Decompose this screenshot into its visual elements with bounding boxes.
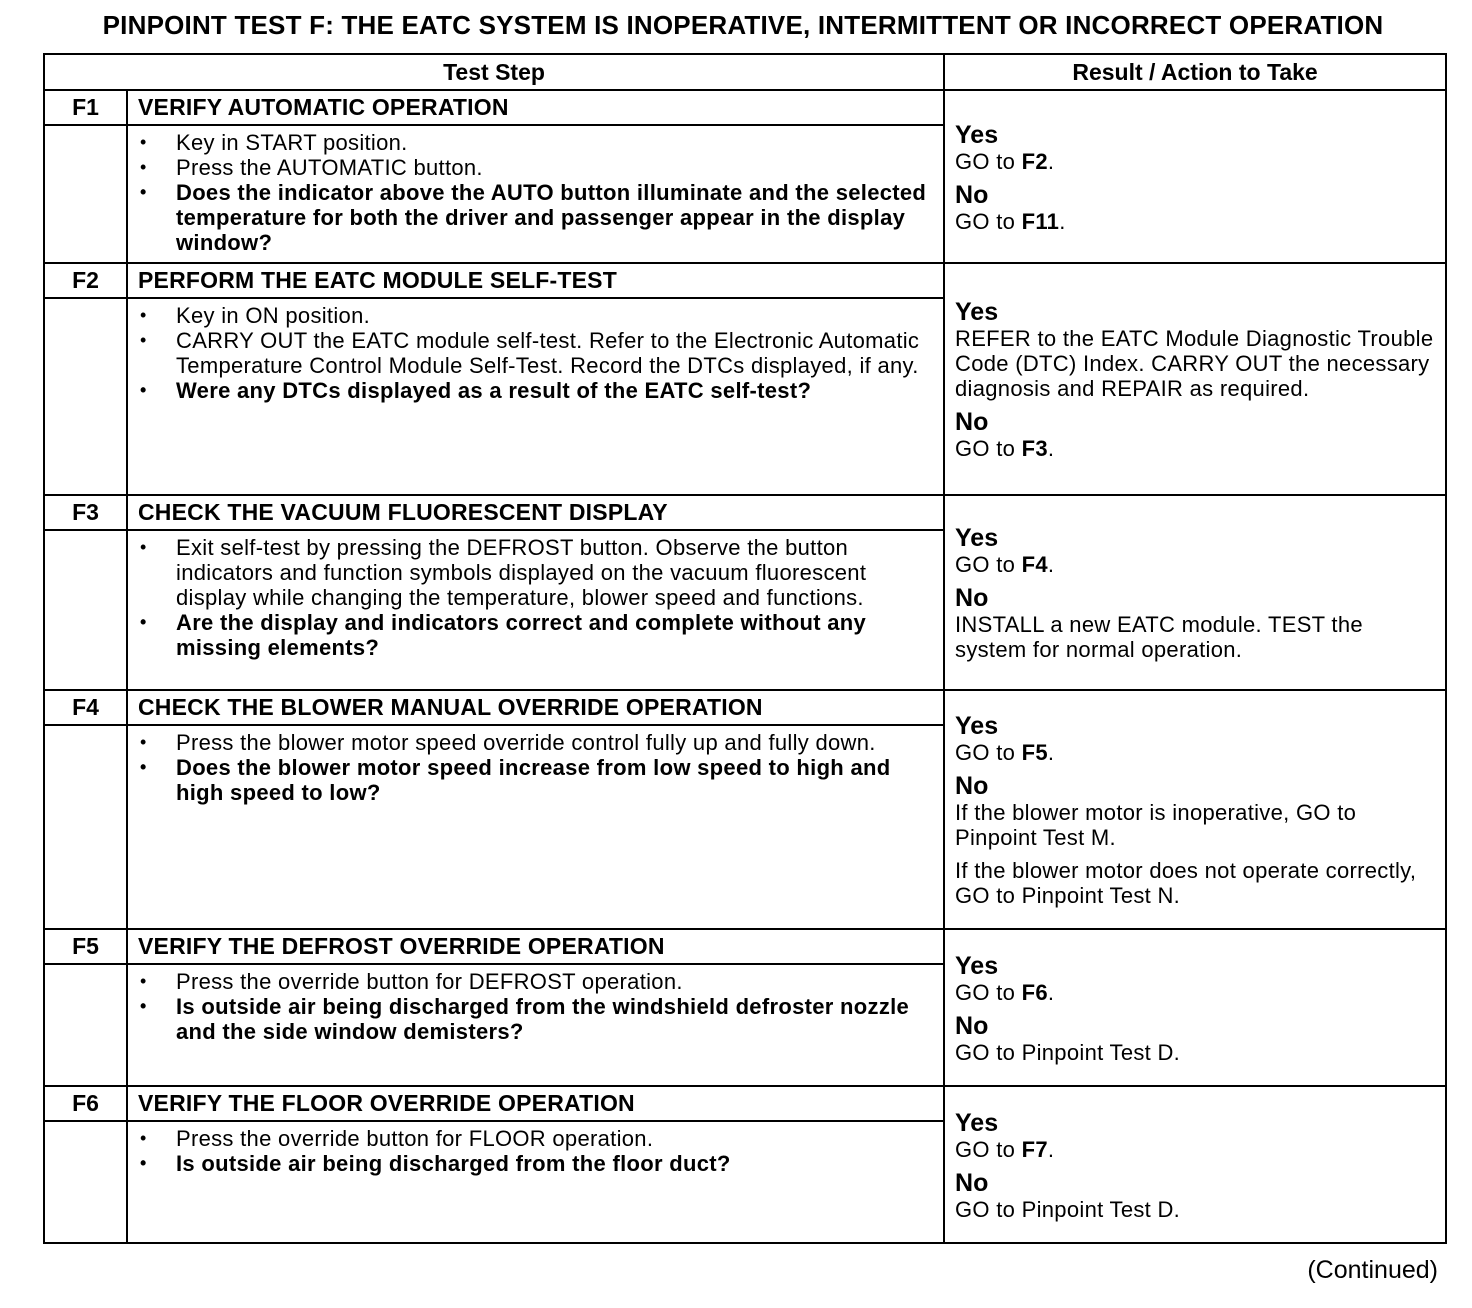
yes-label: Yes [955, 298, 999, 326]
table-body [44, 90, 1446, 1243]
spacer [955, 577, 1437, 585]
question-item: • Is outside air being discharged from the windshield defroster nozzle and the side window demisters? [138, 994, 935, 1044]
step-reference: F11 [1021, 208, 1060, 234]
action-suffix: . [1047, 1136, 1055, 1162]
step-heading: PERFORM THE EATC MODULE SELF-TEST [127, 263, 944, 298]
instruction-item: • Key in START position. [138, 130, 935, 155]
step-id: F5 [44, 929, 127, 964]
step-reference: F2 [1021, 148, 1048, 174]
step-heading: VERIFY THE FLOOR OVERRIDE OPERATION [127, 1086, 944, 1121]
step-instructions [127, 964, 944, 1086]
step-instructions [127, 298, 944, 495]
yes-label: Yes [955, 120, 999, 149]
step-heading-row [44, 263, 1446, 298]
question-item: • Does the blower motor speed increase from low speed to high and high speed to low? [138, 755, 935, 805]
no-label: No [955, 1011, 989, 1040]
step-heading-row [44, 495, 1446, 530]
empty-id-cell [44, 125, 127, 263]
action-prefix: If the blower motor is inoperative, GO to Pinpoint Test M. [955, 800, 1357, 850]
bullet-list [138, 303, 935, 403]
yes-label: Yes [955, 951, 999, 980]
action-text [955, 1040, 1437, 1065]
step-id: F6 [44, 1086, 127, 1121]
action-prefix: GO to [955, 208, 1022, 234]
action-text [955, 800, 1437, 850]
instruction-item: • Key in ON position. [138, 303, 935, 328]
empty-id-cell [44, 298, 127, 495]
empty-id-cell [44, 530, 127, 690]
instruction-item: • Press the override button for DEFROST operation. [138, 969, 935, 994]
step-result [944, 690, 1446, 929]
step-instructions [127, 530, 944, 690]
action-suffix: . [1047, 979, 1055, 1005]
bullet-list [138, 130, 935, 255]
action-prefix: INSTALL a new EATC module. TEST the system for normal operation. [955, 612, 1363, 662]
action-prefix: GO to Pinpoint Test D. [955, 1039, 1181, 1065]
spacer [955, 1162, 1437, 1170]
instruction-item: • Press the AUTOMATIC button. [138, 155, 935, 180]
step-id: F3 [44, 495, 127, 530]
action-prefix: GO to Pinpoint Test D. [955, 1196, 1181, 1222]
bullet-list [138, 535, 935, 660]
page-title: PINPOINT TEST F: THE EATC SYSTEM IS INOPERATIVE, INTERMITTENT OR INCORRECT OPERATION [102, 10, 1384, 40]
step-heading: CHECK THE BLOWER MANUAL OVERRIDE OPERATION [127, 690, 944, 725]
instruction-item: • Press the blower motor speed override control fully up and fully down. [138, 730, 935, 755]
step-heading: VERIFY AUTOMATIC OPERATION [127, 90, 944, 125]
no-label: No [955, 408, 989, 436]
no-label: No [955, 584, 989, 612]
bullet-list [138, 969, 935, 1044]
result-header: Result / Action to Take [944, 54, 1446, 90]
action-text [955, 612, 1437, 662]
continued-label: (Continued) [1307, 1256, 1438, 1284]
step-heading-row [44, 690, 1446, 725]
spacer [955, 765, 1437, 773]
action-text [955, 740, 1437, 765]
spacer [955, 174, 1437, 182]
spacer [955, 1005, 1437, 1013]
no-label: No [955, 772, 989, 800]
step-result [944, 263, 1446, 495]
step-result [944, 929, 1446, 1086]
action-suffix: . [1059, 208, 1066, 234]
question-item: • Does the indicator above the AUTO button illuminate and the selected temperature for both the driver and passenger appear in the display window? [138, 180, 935, 255]
step-id: F2 [44, 263, 127, 298]
step-reference: F3 [1021, 436, 1048, 461]
step-reference: F6 [1021, 979, 1048, 1005]
step-result [944, 1086, 1446, 1243]
action-text [955, 326, 1437, 401]
yes-label: Yes [955, 524, 999, 552]
yes-label: Yes [955, 1108, 999, 1137]
action-suffix: . [1047, 552, 1055, 577]
step-reference: F7 [1021, 1136, 1048, 1162]
test-step-header: Test Step [44, 54, 944, 90]
action-text [955, 1137, 1437, 1162]
question-item: • Were any DTCs displayed as a result of the EATC self-test? [138, 378, 935, 403]
instruction-item: • Exit self-test by pressing the DEFROST button. Observe the button indicators and function symbols displayed on the vacuum fluorescent display while changing the temperature, blower speed and functions. [138, 535, 935, 610]
action-suffix: . [1047, 740, 1055, 765]
question-item: • Are the display and indicators correct and complete without any missing elements? [138, 610, 935, 660]
instruction-item: • CARRY OUT the EATC module self-test. Refer to the Electronic Automatic Temperature Control Module Self-Test. Record the DTCs displayed, if any. [138, 328, 935, 378]
bullet-list [138, 730, 935, 805]
action-prefix: GO to [955, 436, 1022, 461]
step-instructions [127, 125, 944, 263]
no-label: No [955, 180, 989, 209]
spacer [955, 850, 1437, 858]
action-prefix: GO to [955, 552, 1022, 577]
spacer [955, 401, 1437, 409]
step-id: F1 [44, 90, 127, 125]
action-prefix: GO to [955, 1136, 1022, 1162]
action-text [955, 980, 1437, 1005]
step-heading-row [44, 90, 1446, 125]
step-heading-row [44, 929, 1446, 964]
step-heading: CHECK THE VACUUM FLUORESCENT DISPLAY [127, 495, 944, 530]
yes-label: Yes [955, 712, 999, 740]
step-instructions [127, 1121, 944, 1243]
step-heading: VERIFY THE DEFROST OVERRIDE OPERATION [127, 929, 944, 964]
step-reference: F4 [1021, 552, 1048, 577]
action-text [955, 209, 1437, 234]
step-id: F4 [44, 690, 127, 725]
action-text [955, 1197, 1437, 1222]
action-text [955, 552, 1437, 577]
action-suffix: . [1047, 436, 1055, 461]
question-item: • Is outside air being discharged from the floor duct? [138, 1151, 935, 1176]
step-instructions [127, 725, 944, 929]
action-prefix: If the blower motor does not operate correctly, GO to Pinpoint Test N. [955, 858, 1417, 908]
action-prefix: GO to [955, 148, 1022, 174]
bullet-list [138, 1126, 935, 1176]
action-text [955, 436, 1437, 461]
empty-id-cell [44, 725, 127, 929]
step-reference: F5 [1021, 740, 1048, 765]
step-result [944, 495, 1446, 690]
action-prefix: GO to [955, 740, 1022, 765]
table-header-row [44, 54, 1446, 90]
action-text [955, 858, 1437, 908]
action-prefix: REFER to the EATC Module Diagnostic Trouble Code (DTC) Index. CARRY OUT the necessary diagnosis and REPAIR as required. [955, 326, 1434, 401]
empty-id-cell [44, 964, 127, 1086]
step-result [944, 90, 1446, 263]
step-heading-row [44, 1086, 1446, 1121]
empty-id-cell [44, 1121, 127, 1243]
action-suffix: . [1047, 148, 1055, 174]
pinpoint-test-table [43, 53, 1447, 1244]
instruction-item: • Press the override button for FLOOR operation. [138, 1126, 935, 1151]
action-prefix: GO to [955, 979, 1022, 1005]
action-text [955, 149, 1437, 174]
no-label: No [955, 1168, 989, 1197]
